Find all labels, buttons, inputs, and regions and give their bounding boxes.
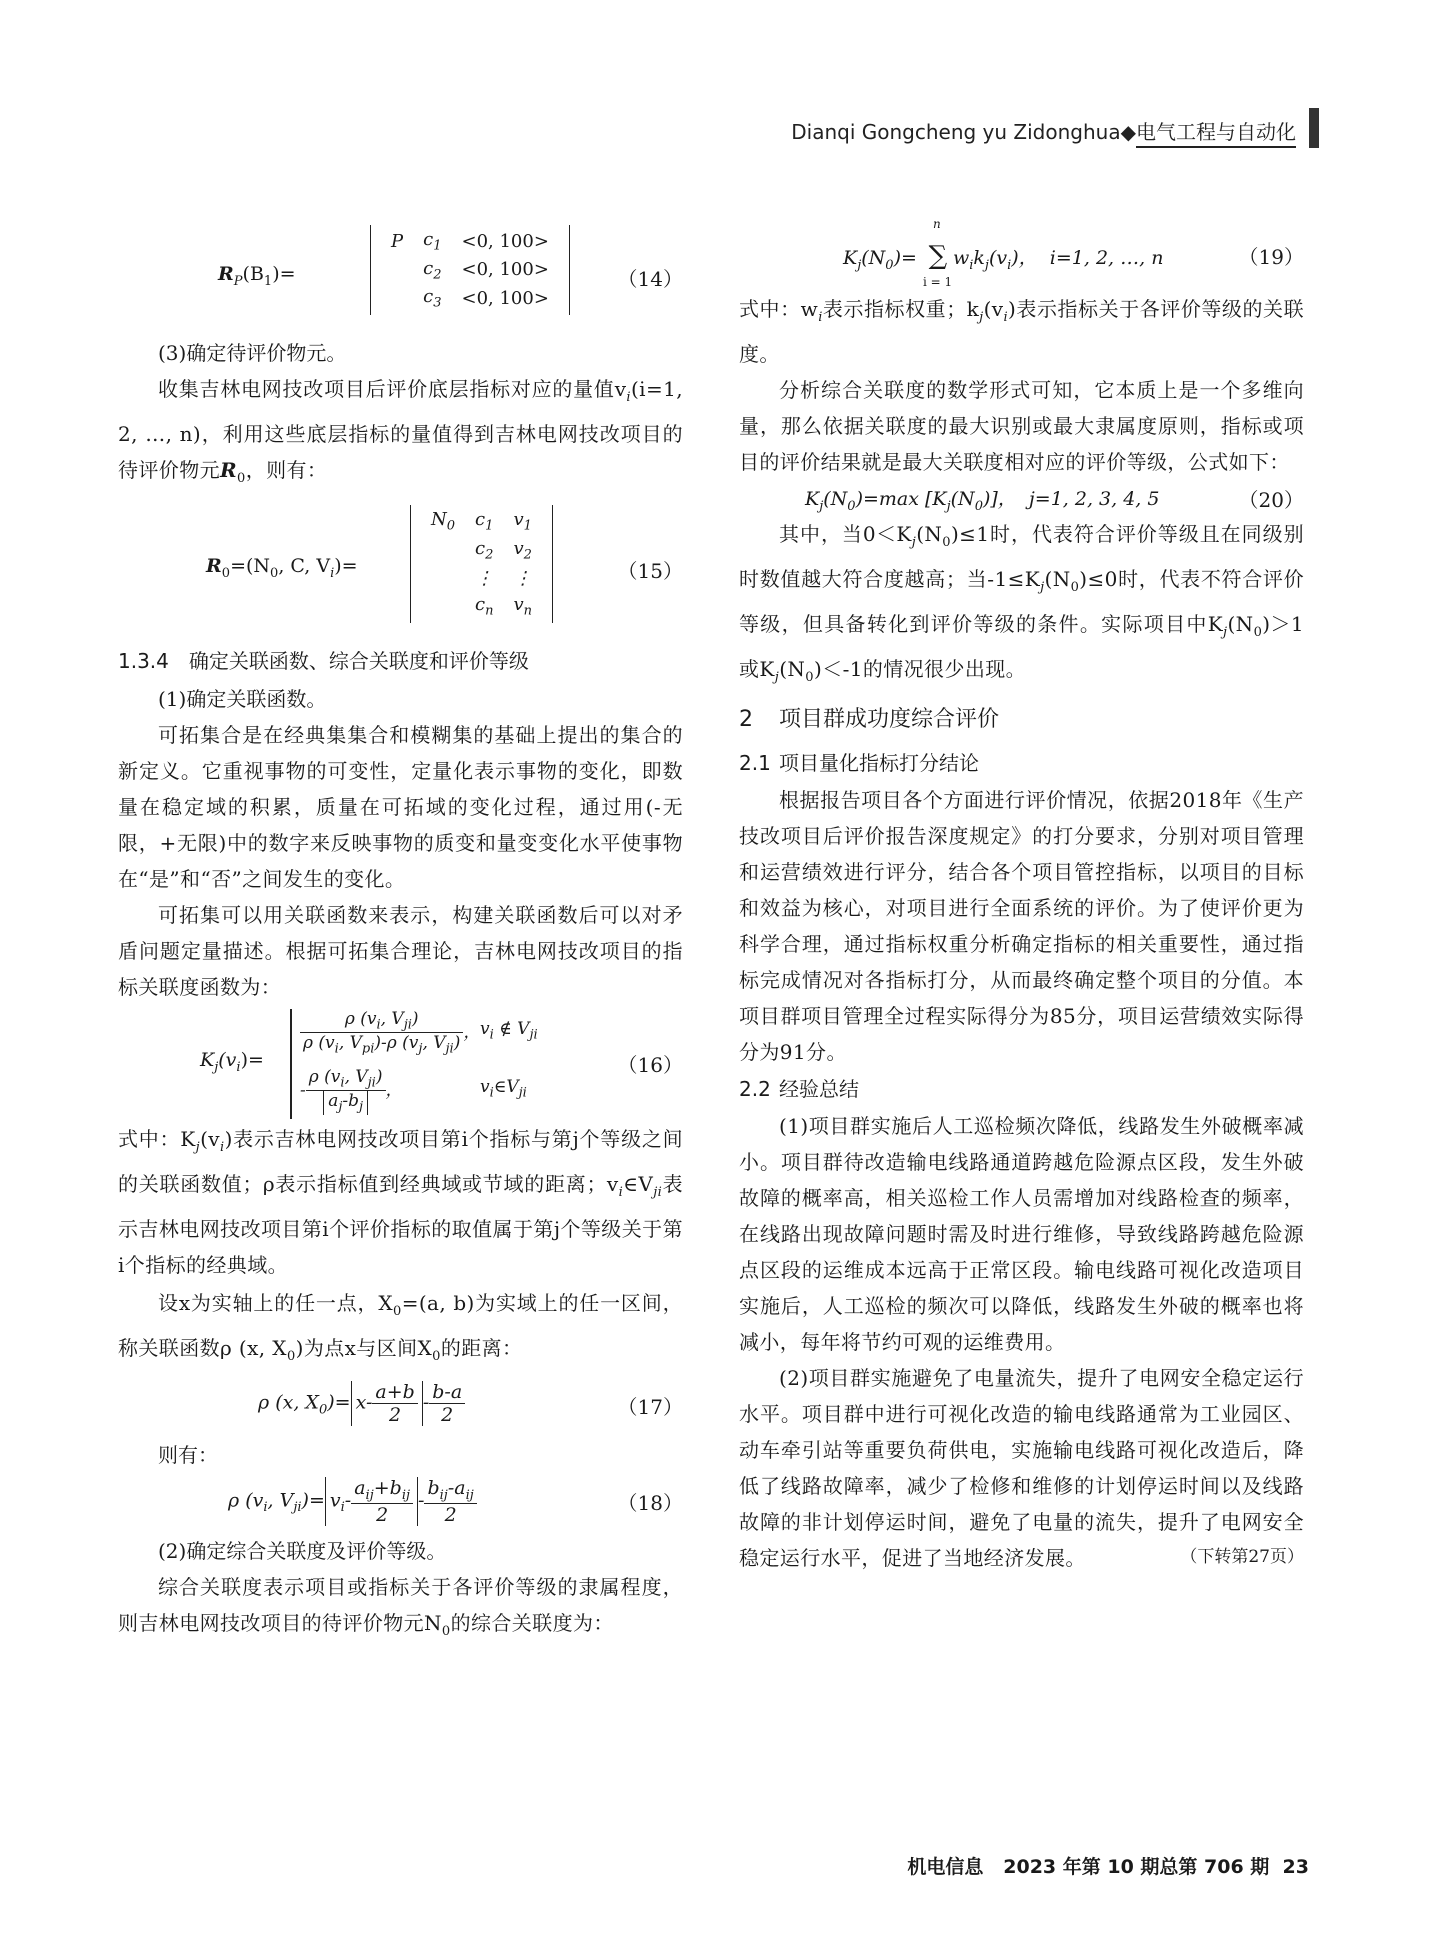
- journal-cn: 电气工程与自动化: [1136, 120, 1296, 148]
- footer-issue: 2023 年第 10 期总第 706 期: [1003, 1856, 1270, 1878]
- page-number: 23: [1282, 1856, 1309, 1878]
- equation-20: $K_j(N_0)=\max$ $[K_j(N_0)]$， j=1, 2, 3, 4, 5 （20）: [739, 480, 1304, 516]
- paragraph: 可拓集合是在经典集集合和模糊集的基础上提出的集合的新定义。它重视事物的可变性，定量化表示事物的变化，即数量在稳定域的积累，质量在可拓域的变化过程，通过用(-无限，+无限)中的数字来反映事物的质变和量变变化水平使事物在“是”和“否”之间发生的变化。: [118, 723, 683, 891]
- section-heading-2: 2 项目群成功度综合评价: [739, 707, 1000, 732]
- paragraph: 式中：$K_j(v_i)$表示吉林电网技改项目第i个指标与第j个等级之间的关联函数值；ρ表示指标值到经典域或节域的距离；$v_i\in V_{ji}$表示吉林电网技改项目第i个评价指标的取值属于第j个等级关于第i个指标的经典域。: [118, 1127, 684, 1277]
- equation-number: （15）: [617, 559, 683, 583]
- equation-18: ρ ($v_i$, $V_{ji})= v_i-$ $\frac{a_{ij}+b_{ij}}{2}$ - $\frac{b_{ij}-a_{ij}}{2}$ （18）: [228, 1477, 683, 1526]
- paragraph: (2)项目群实施避免了电量流失，提升了电网安全稳定运行水平。项目群中进行可视化改造的输电线路通常为工业园区、动车牵引站等重要负荷供电，实施输电线路可视化改造后，降低了线路故障率，减少了检修和维修的计划停运时间以及线路故障的非计划停运时间，避免了电量的流失，提升了电网安全稳定运行水平，促进了当地经济发展。: [739, 1366, 1304, 1570]
- right-column: [739, 217, 1304, 1576]
- diamond-icon: ◆: [1120, 120, 1136, 144]
- page-footer: [907, 1852, 1309, 1879]
- section-heading-2-1: 2.1 项目量化指标打分结论: [739, 751, 979, 775]
- equation-number: （16）: [617, 1053, 683, 1077]
- continued-note: （下转第27页）: [1180, 1547, 1304, 1567]
- equation-14: $R_P(B_1)=$ P $c_1$ <0, 100> $c_2$ <0, 100> $c_3$ <0, 100> （14）: [118, 225, 683, 335]
- equation-number: （18）: [617, 1491, 683, 1515]
- section-heading-2-2: 2.2 经验总结: [739, 1077, 859, 1101]
- equation-19: $K_j(N_0)=$ n ∑ i = 1 $w_ik_j(v_i)$， i=1, 2, …, n （19）: [843, 217, 1304, 289]
- equation-16: $K_j(v_i)=$ $\frac{\rho (v_i, V_{ji})}{\rho (v_i, V_{pi})-\rho (v_j, V_{ji})}$ ， $v_i$ ∉ $V_{ji}$ - $\frac{\rho (v_i, V_{ji})}{a_j-b_j}$ ， $v_i\in V_{ji}$ （16）: [118, 1009, 683, 1121]
- equation-number: （17）: [617, 1395, 683, 1419]
- paragraph: 可拓集可以用关联函数来表示，构建关联函数后可以对矛盾问题定量描述。根据可拓集合理论，吉林电网技改项目的指标关联度函数为：: [118, 903, 683, 999]
- equation-number: （20）: [1238, 488, 1304, 512]
- section-heading-1-3-4: 1.3.4 确定关联函数、综合关联度和评价等级: [118, 649, 529, 673]
- journal-header: [791, 116, 1296, 145]
- footer-journal: 机电信息: [907, 1856, 984, 1878]
- step-3: (3)确定待评价物元。: [158, 341, 347, 365]
- journal-pinyin: Dianqi Gongcheng yu Zidonghua: [791, 120, 1121, 144]
- paragraph: 其中，当$0<K_j(N_0)\le 1$时，代表符合评价等级且在同级别时数值越大符合度越高；当$-1\le K_j(N_0)\le 0$时，代表不符合评价等级，但具备转化到评价等级的条件。实际项目中$K_j(N_0)>1$或$K_j(N_0)<-1$的情况很少出现。: [739, 522, 1304, 685]
- equation-number: （19）: [1238, 245, 1304, 269]
- piecewise-brace: $\frac{\rho (v_i, V_{ji})}{\rho (v_i, V_{pi})-\rho (v_j, V_{ji})}$ ， $v_i$ ∉ $V_{ji}$ - $\frac{\rho (v_i, V_{ji})}{a_j-b_j}$ ， $v_i\in V_{ji}$: [290, 1009, 570, 1119]
- paragraph: 根据报告项目各个方面进行评价情况，依据2018年《生产技改项目后评价报告深度规定》的打分要求，分别对项目管理和运营绩效进行评分，结合各个项目管控指标，以项目的目标和效益为核心，对项目进行全面系统的评价。为了使评价更为科学合理，通过指标权重分析确定指标的相关重要性，通过指标完成情况对各指标打分，从而最终确定整个项目的分值。本项目群项目管理全过程实际得分为85分，项目运营绩效实际得分为91分。: [739, 788, 1304, 1064]
- equation-17: ρ (x, $X_0)= x-$ $\frac{a+b}{2}$ - $\frac{b-a}{2}$ （17）: [258, 1381, 683, 1426]
- matrix-14: P $c_1$ <0, 100> $c_2$ <0, 100> $c_3$ <0, 100>: [370, 225, 570, 315]
- paragraph: 收集吉林电网技改项目后评价底层指标对应的量值$v_i(i=1$, 2, …, n)，利用这些底层指标的量值得到吉林电网技改项目的待评价物元$R_0$，则有：: [118, 377, 683, 486]
- step-1: (1)确定关联函数。: [158, 687, 327, 711]
- paragraph: 综合关联度表示项目或指标关于各评价等级的隶属程度，则吉林电网技改项目的待评价物元$N_0$的综合关联度为：: [118, 1575, 683, 1639]
- paragraph: 设x为实轴上的任一点，$X_0=(a$, b)为实域上的任一区间，称关联函数ρ (x, $X_0$)为点x与区间$X_0$的距离：: [118, 1291, 683, 1364]
- paragraph: (1)项目群实施后人工巡检频次降低，线路发生外破概率减小。项目群待改造输电线路通道跨越危险源点区段，发生外破故障的概率高，相关巡检工作人员需增加对线路检查的频率，在线路出现故障问题时需及时进行维修，导致线路跨越危险源点区段的运维成本远高于正常区段。输电线路可视化改造项目实施后，人工巡检的频次可以降低，线路发生外破的概率也将减小，每年将节约可观的运维费用。: [739, 1114, 1304, 1354]
- matrix-15: $N_0$ $c_1$ $v_1$ $c_2$ $v_2$ ⋮ ⋮ $c_n$ $v_n$: [410, 505, 553, 623]
- paragraph: 分析综合关联度的数学形式可知，它本质上是一个多维向量，那么依据关联度的最大识别或最大隶属度原则，指标或项目的评价结果就是最大关联度相对应的评价等级，公式如下：: [739, 378, 1304, 474]
- paragraph: 式中：$w_i$表示指标权重；$k_j(v_i)$表示指标关于各评价等级的关联度。: [739, 297, 1304, 366]
- equation-15: $R_0=(N_0$, C, $V_i)=$ $N_0$ $c_1$ $v_1$ $c_2$ $v_2$ ⋮ ⋮ $c_n$ $v_n$ （15）: [118, 501, 683, 641]
- left-column: [118, 225, 683, 1650]
- equation-number: （14）: [617, 267, 683, 291]
- step-2: (2)确定综合关联度及评价等级。: [158, 1539, 447, 1563]
- header-bar: [1309, 108, 1319, 148]
- then-label: 则有：: [158, 1443, 218, 1467]
